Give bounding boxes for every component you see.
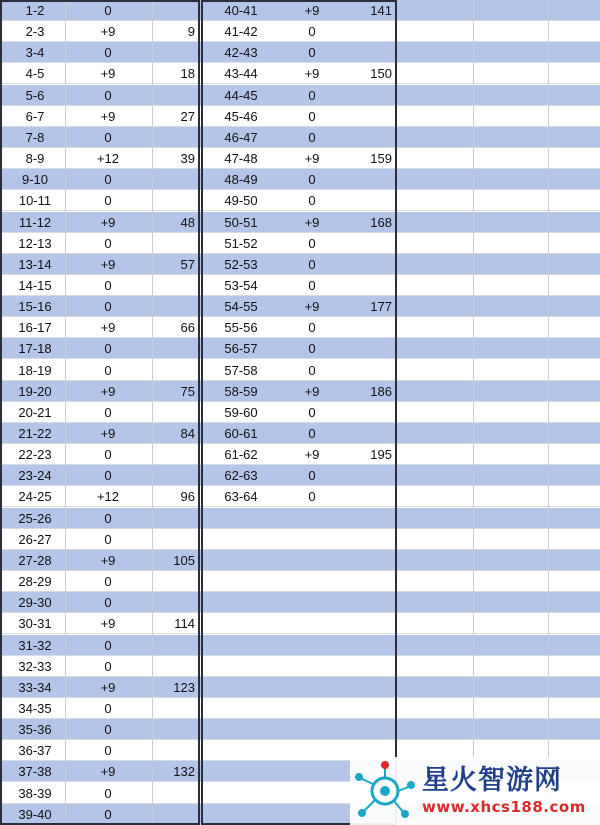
total-cell[interactable]: 123 <box>173 679 195 695</box>
increment-cell[interactable]: +9 <box>100 214 116 230</box>
increment-cell[interactable]: +9 <box>304 447 320 463</box>
range-cell[interactable]: 10-11 <box>18 193 52 209</box>
increment-cell[interactable]: 0 <box>104 743 112 759</box>
total-cell[interactable]: 84 <box>180 426 195 441</box>
increment-cell[interactable]: 0 <box>104 193 112 209</box>
range-cell[interactable]: 56-57 <box>224 341 258 357</box>
increment-cell[interactable]: 0 <box>104 531 112 547</box>
range-cell[interactable]: 28-29 <box>18 574 52 590</box>
total-cell[interactable]: 66 <box>180 320 195 336</box>
range-cell[interactable]: 17-18 <box>18 341 52 357</box>
increment-cell[interactable]: 0 <box>308 489 316 505</box>
range-cell[interactable]: 18-19 <box>18 362 52 378</box>
increment-cell[interactable]: +9 <box>100 552 116 568</box>
increment-cell[interactable]: 0 <box>308 426 316 441</box>
increment-cell[interactable]: 0 <box>104 510 112 526</box>
range-cell[interactable]: 44-45 <box>224 87 258 103</box>
increment-cell[interactable]: +12 <box>96 151 120 167</box>
increment-cell[interactable]: 0 <box>104 595 112 611</box>
range-cell[interactable]: 19-20 <box>18 383 52 399</box>
watermark-url: www.xhcs188.com <box>422 798 586 816</box>
range-cell[interactable]: 8-9 <box>25 151 45 167</box>
range-cell[interactable]: 26-27 <box>18 531 52 547</box>
range-cell[interactable]: 29-30 <box>18 595 52 611</box>
increment-cell[interactable]: 0 <box>104 341 112 357</box>
range-cell[interactable]: 37-38 <box>18 764 52 780</box>
range-cell[interactable]: 21-22 <box>18 426 52 441</box>
total-cell[interactable]: 75 <box>180 383 195 399</box>
watermark-title: 星火智游网 <box>422 765 562 796</box>
increment-cell[interactable]: 0 <box>308 341 316 357</box>
increment-cell[interactable]: 0 <box>104 574 112 590</box>
column-line <box>548 0 549 825</box>
increment-cell[interactable]: 0 <box>308 468 316 484</box>
increment-cell[interactable]: 0 <box>308 45 316 61</box>
increment-cell[interactable]: 0 <box>308 256 316 272</box>
increment-cell[interactable]: 0 <box>104 700 112 716</box>
range-cell[interactable]: 30-31 <box>18 616 52 632</box>
increment-cell[interactable]: 0 <box>104 129 112 145</box>
range-cell[interactable]: 1-2 <box>25 3 45 18</box>
range-cell[interactable]: 25-26 <box>18 510 52 526</box>
increment-cell[interactable]: +12 <box>96 489 120 505</box>
increment-cell[interactable]: 0 <box>104 45 112 61</box>
increment-cell[interactable]: 0 <box>104 637 112 653</box>
range-cell[interactable]: 42-43 <box>224 45 258 61</box>
total-cell[interactable]: 195 <box>370 447 392 463</box>
increment-cell[interactable]: 0 <box>104 404 112 420</box>
range-cell[interactable]: 55-56 <box>224 320 258 336</box>
range-cell[interactable]: 5-6 <box>25 87 45 103</box>
watermark-text <box>422 765 586 817</box>
increment-cell[interactable]: 0 <box>308 24 316 40</box>
increment-cell[interactable]: 0 <box>308 404 316 420</box>
range-cell[interactable]: 34-35 <box>18 700 52 716</box>
right-table-border <box>201 0 397 825</box>
increment-cell[interactable]: +9 <box>304 299 320 315</box>
increment-cell[interactable]: 0 <box>308 129 316 145</box>
range-cell[interactable]: 3-4 <box>25 45 45 61</box>
range-cell[interactable]: 61-62 <box>224 447 258 463</box>
increment-cell[interactable]: 0 <box>104 172 112 188</box>
range-cell[interactable]: 49-50 <box>224 193 258 209</box>
left-table-border <box>0 0 200 825</box>
range-cell[interactable]: 58-59 <box>224 383 258 399</box>
range-cell[interactable]: 45-46 <box>224 108 258 124</box>
increment-cell[interactable]: 0 <box>104 722 112 738</box>
range-cell[interactable]: 52-53 <box>224 256 258 272</box>
total-cell[interactable]: 39 <box>180 151 195 167</box>
increment-cell[interactable]: 0 <box>308 320 316 336</box>
increment-cell[interactable]: +9 <box>304 214 320 230</box>
increment-cell[interactable]: 0 <box>104 362 112 378</box>
increment-cell[interactable]: +9 <box>100 320 116 336</box>
range-cell[interactable]: 51-52 <box>224 235 258 251</box>
increment-cell[interactable]: +9 <box>100 616 116 632</box>
range-cell[interactable]: 59-60 <box>224 404 258 420</box>
range-cell[interactable]: 35-36 <box>18 722 52 738</box>
range-cell[interactable]: 11-12 <box>18 214 52 230</box>
total-cell[interactable]: 18 <box>180 66 195 82</box>
increment-cell[interactable]: 0 <box>308 235 316 251</box>
increment-cell[interactable]: 0 <box>308 108 316 124</box>
range-cell[interactable]: 15-16 <box>18 299 52 315</box>
increment-cell[interactable]: 0 <box>104 806 112 822</box>
range-cell[interactable]: 48-49 <box>224 172 258 188</box>
network-logo-icon <box>354 760 416 822</box>
increment-cell[interactable]: +9 <box>100 764 116 780</box>
increment-cell[interactable]: +9 <box>100 256 116 272</box>
column-line <box>473 0 474 825</box>
increment-cell[interactable]: +9 <box>100 426 116 441</box>
range-cell[interactable]: 47-48 <box>224 151 258 167</box>
range-cell[interactable]: 2-3 <box>25 24 45 40</box>
site-watermark <box>350 757 600 825</box>
range-cell[interactable]: 62-63 <box>224 468 258 484</box>
range-cell[interactable]: 63-64 <box>224 489 258 505</box>
total-cell[interactable]: 9 <box>187 24 195 40</box>
total-cell[interactable]: 27 <box>180 108 195 124</box>
range-cell[interactable]: 20-21 <box>18 404 52 420</box>
increment-cell[interactable]: +9 <box>100 108 116 124</box>
increment-cell[interactable]: +9 <box>100 24 116 40</box>
total-cell[interactable]: 186 <box>370 383 392 399</box>
increment-cell[interactable]: 0 <box>104 3 112 18</box>
increment-cell[interactable]: 0 <box>104 468 112 484</box>
range-cell[interactable]: 9-10 <box>21 172 49 188</box>
range-cell[interactable]: 12-13 <box>18 235 52 251</box>
increment-cell[interactable]: 0 <box>104 299 112 315</box>
total-cell[interactable]: 141 <box>370 3 392 18</box>
range-cell[interactable]: 16-17 <box>18 320 52 336</box>
increment-cell[interactable]: 0 <box>104 447 112 463</box>
increment-cell[interactable]: 0 <box>104 235 112 251</box>
range-cell[interactable]: 40-41 <box>224 3 258 18</box>
total-cell[interactable]: 177 <box>370 299 392 315</box>
range-cell[interactable]: 50-51 <box>224 214 258 230</box>
range-cell[interactable]: 54-55 <box>224 299 258 315</box>
increment-cell[interactable]: +9 <box>304 3 320 18</box>
range-cell[interactable]: 57-58 <box>224 362 258 378</box>
range-cell[interactable]: 4-5 <box>25 66 45 82</box>
total-cell[interactable]: 168 <box>370 214 392 230</box>
range-cell[interactable]: 33-34 <box>18 679 52 695</box>
increment-cell[interactable]: +9 <box>100 66 116 82</box>
total-cell[interactable]: 132 <box>173 764 195 780</box>
range-cell[interactable]: 24-25 <box>18 489 52 505</box>
increment-cell[interactable]: +9 <box>304 383 320 399</box>
increment-cell[interactable]: 0 <box>308 87 316 103</box>
range-cell[interactable]: 36-37 <box>18 743 52 759</box>
range-cell[interactable]: 22-23 <box>18 447 52 463</box>
range-cell[interactable]: 7-8 <box>25 129 45 145</box>
range-cell[interactable]: 53-54 <box>224 277 258 293</box>
range-cell[interactable]: 14-15 <box>18 277 52 293</box>
range-cell[interactable]: 13-14 <box>18 256 52 272</box>
increment-cell[interactable]: +9 <box>100 679 116 695</box>
increment-cell[interactable]: +9 <box>304 66 320 82</box>
range-cell[interactable]: 27-28 <box>18 552 52 568</box>
range-cell[interactable]: 23-24 <box>18 468 52 484</box>
range-cell[interactable]: 46-47 <box>224 129 258 145</box>
total-cell[interactable]: 105 <box>173 552 195 568</box>
increment-cell[interactable]: 0 <box>308 277 316 293</box>
range-cell[interactable]: 32-33 <box>18 658 52 674</box>
range-cell[interactable]: 39-40 <box>18 806 52 822</box>
total-cell[interactable]: 96 <box>180 489 195 505</box>
increment-cell[interactable]: 0 <box>104 785 112 801</box>
range-cell[interactable]: 41-42 <box>224 24 258 40</box>
increment-cell[interactable]: 0 <box>308 172 316 188</box>
total-cell[interactable]: 150 <box>370 66 392 82</box>
range-cell[interactable]: 6-7 <box>25 108 45 124</box>
increment-cell[interactable]: 0 <box>104 658 112 674</box>
increment-cell[interactable]: 0 <box>104 87 112 103</box>
total-cell[interactable]: 48 <box>180 214 195 230</box>
range-cell[interactable]: 43-44 <box>224 66 258 82</box>
range-cell[interactable]: 31-32 <box>18 637 52 653</box>
increment-cell[interactable]: 0 <box>308 362 316 378</box>
total-cell[interactable]: 159 <box>370 151 392 167</box>
total-cell[interactable]: 57 <box>180 256 195 272</box>
total-cell[interactable]: 114 <box>174 616 195 632</box>
increment-cell[interactable]: 0 <box>308 193 316 209</box>
increment-cell[interactable]: 0 <box>104 277 112 293</box>
increment-cell[interactable]: +9 <box>100 383 116 399</box>
increment-cell[interactable]: +9 <box>304 151 320 167</box>
range-cell[interactable]: 38-39 <box>18 785 52 801</box>
range-cell[interactable]: 60-61 <box>224 426 258 441</box>
